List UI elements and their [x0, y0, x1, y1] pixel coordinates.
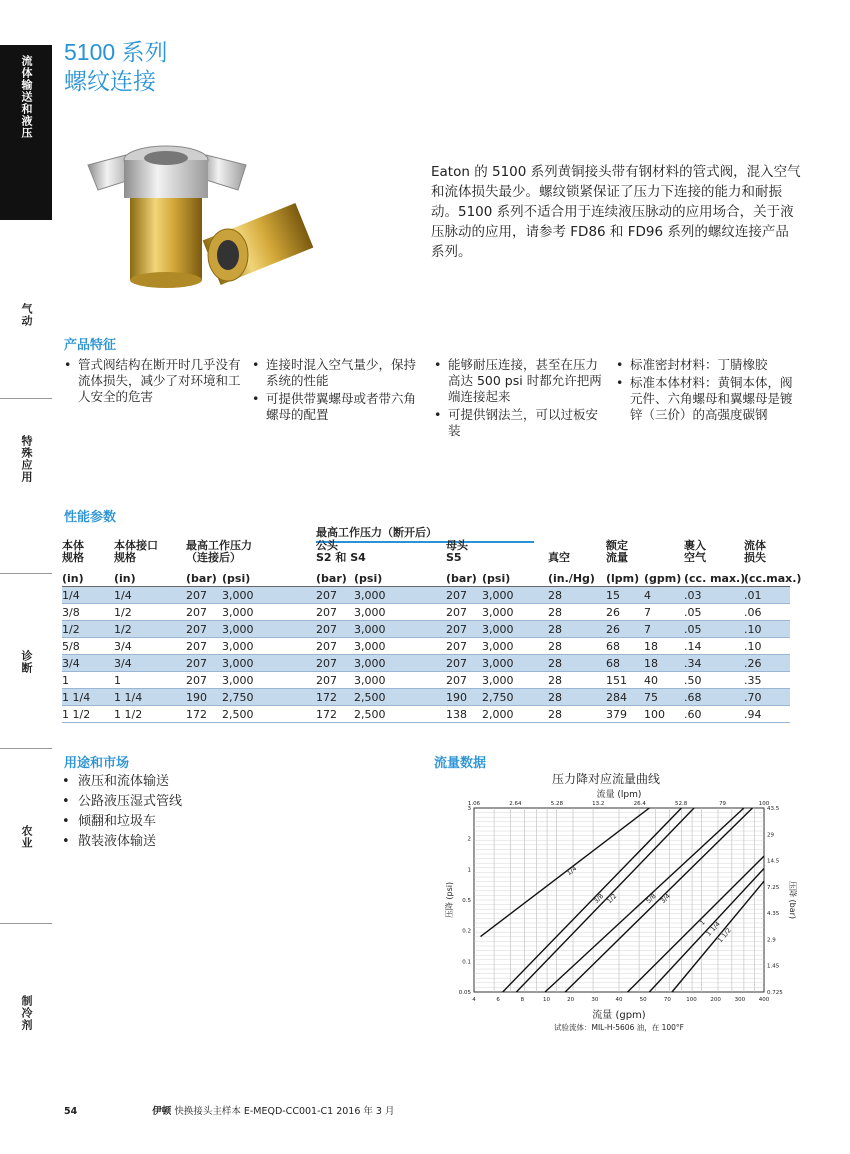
table-cell: 207 [446, 674, 467, 687]
table-cell: 28 [548, 708, 562, 721]
title-line2: 螺纹连接 [64, 68, 156, 94]
table-cell: 207 [316, 623, 337, 636]
intro-text: Eaton 的 5100 系列黄铜接头带有钢材料的管式阀，混入空气和流体损失最少。螺纹锁紧保证了压力下连接的能力和耐振动。5100 系列不适合用于连续液压脉动的应用场合，关于液压脉动的应用，请参考 FD86 和 FD96 系列的螺纹连接产品系列。 [431, 164, 801, 260]
footer-text: 快换接头主样本 E-MEQD-CC001-C1 2016 年 3 月 [174, 1106, 395, 1117]
x2-axis-label: 流量 (lpm) [596, 790, 642, 800]
table-cell: 18 [644, 657, 658, 670]
table-cell: 207 [186, 623, 207, 636]
table-cell: 172 [316, 708, 337, 721]
table-cell: 2,500 [354, 708, 386, 721]
table-cell: 3,000 [482, 640, 514, 653]
table-cell: .68 [684, 691, 702, 704]
side-tab-fluid[interactable] [0, 45, 52, 220]
flow-chart [440, 788, 800, 1038]
table-cell: 3,000 [354, 623, 386, 636]
feature-item: • 可提供钢法兰，可以过板安装 [434, 407, 604, 439]
side-divider [0, 398, 52, 399]
side-divider [0, 573, 52, 574]
table-cell: 68 [606, 640, 620, 653]
table-cell: 190 [186, 691, 207, 704]
table-cell: 28 [548, 674, 562, 687]
table-cell: 28 [548, 640, 562, 653]
series-label: 3/4 [658, 892, 672, 906]
table-cell: 7 [644, 623, 651, 636]
table-cell: 2,500 [354, 691, 386, 704]
table-cell: 4 [644, 589, 651, 602]
table-cell: 3,000 [482, 674, 514, 687]
table-cell: 3,000 [354, 657, 386, 670]
table-row [62, 672, 790, 689]
table-cell: 3,000 [222, 623, 254, 636]
side-tab-agri[interactable] [0, 815, 52, 915]
product-image [78, 120, 323, 290]
table-cell: .05 [684, 623, 702, 636]
table-cell: 207 [316, 674, 337, 687]
table-cell: 138 [446, 708, 467, 721]
list-item: • 公路液压湿式管线 [62, 792, 182, 812]
x2-tick-label: 2.64 [509, 801, 522, 807]
x-tick-label: 4 [472, 997, 476, 1003]
unit-cell: (bar) [186, 572, 217, 585]
series-label: 1/2 [605, 892, 619, 906]
unit-cell: (bar) [446, 572, 477, 585]
list-item: • 液压和流体输送 [62, 772, 182, 792]
table-cell: 28 [548, 623, 562, 636]
x-tick-label: 8 [520, 997, 525, 1003]
table-cell: 3,000 [482, 589, 514, 602]
y2-tick-label: 29 [767, 832, 774, 839]
side-tab-label: 诊断 [20, 650, 33, 674]
features-heading: 产品特征 [64, 338, 117, 353]
x-tick-label: 400 [758, 997, 770, 1003]
feature-item: • 标准本体材料：黄铜本体，阀元件、六角螺母和翼螺母是镀锌（三价）的高强度碳钢 [616, 375, 794, 423]
y2-axis-label: 压降 (bar) [788, 880, 797, 920]
table-cell: 207 [186, 657, 207, 670]
table-cell: 1/4 [114, 589, 132, 602]
table-cell: 207 [186, 674, 207, 687]
unit-cell: (psi) [482, 572, 511, 585]
table-cell: 2,750 [482, 691, 514, 704]
table-cell: 18 [644, 640, 658, 653]
series-label: 1 1/4 [704, 920, 722, 938]
chart-subtitle: 压力降对应流量曲线 [552, 772, 661, 786]
side-tab-refrigerant[interactable] [0, 985, 52, 1085]
unit-cell: (in./Hg) [548, 572, 595, 585]
series-label: 1/4 [565, 864, 579, 878]
table-cell: .35 [744, 674, 762, 687]
table-cell: .10 [744, 623, 762, 636]
series-label: 3/8 [592, 892, 606, 906]
table-cell: 26 [606, 623, 620, 636]
table-cell: 1 1/2 [62, 708, 91, 721]
table-cell: 207 [316, 606, 337, 619]
table-body [62, 587, 790, 723]
table-cell: 3,000 [354, 674, 386, 687]
table-cell: 3/4 [62, 657, 80, 670]
column-header: 最高工作压力 （连接后） [186, 539, 252, 564]
x-tick-label: 10 [543, 997, 550, 1003]
y2-tick-label: 1.45 [767, 963, 780, 970]
table-cell: 2,000 [482, 708, 514, 721]
table-cell: .94 [744, 708, 762, 721]
table-cell: .10 [744, 640, 762, 653]
table-cell: 172 [316, 691, 337, 704]
side-tab-diagnostic[interactable] [0, 640, 52, 740]
table-cell: 3,000 [222, 657, 254, 670]
table-row [62, 587, 790, 604]
table-cell: 75 [644, 691, 658, 704]
feature-item: • 连接时混入空气量少，保持系统的性能 [252, 357, 422, 389]
x-tick-label: 200 [710, 997, 721, 1003]
unit-cell: (in) [62, 572, 84, 585]
uses-heading: 用途和市场 [64, 756, 130, 771]
table-units [62, 570, 802, 587]
feature-item: • 可提供带翼螺母或者带六角螺母的配置 [252, 391, 422, 423]
x2-tick-label: 5.28 [550, 801, 563, 807]
feature-item: • 标准密封材料：丁腈橡胶 [616, 357, 794, 373]
table-cell: 1 [62, 674, 69, 687]
y2-tick-label: 14.5 [767, 858, 780, 865]
feature-item: • 管式阀结构在断开时几乎没有流体损失，减少了对环境和工人安全的危害 [64, 357, 244, 405]
side-tab-label: 流体输送和液压 [20, 55, 33, 139]
features-column-2 [252, 357, 422, 425]
y-tick-label: 0.1 [462, 959, 471, 966]
x-axis-label: 流量 (gpm) [592, 1010, 646, 1021]
y-tick-label: 1 [467, 867, 471, 874]
x-tick-label: 50 [639, 997, 647, 1003]
table-cell: 3,000 [354, 640, 386, 653]
table-cell: 379 [606, 708, 627, 721]
table-cell: .34 [684, 657, 702, 670]
table-cell: 207 [316, 589, 337, 602]
y2-tick-label: 4.35 [767, 911, 780, 918]
table-cell: 68 [606, 657, 620, 670]
table-cell: 7 [644, 606, 651, 619]
x-tick-label: 70 [663, 997, 671, 1003]
unit-cell: (cc.max.) [744, 572, 802, 585]
x2-tick-label: 52.8 [675, 801, 688, 807]
table-cell: 3,000 [354, 606, 386, 619]
x-tick-label: 20 [567, 997, 575, 1003]
page-title [64, 38, 168, 96]
footer [64, 1103, 395, 1117]
side-tab-label: 制冷剂 [20, 995, 33, 1031]
page-number: 54 [64, 1106, 78, 1117]
unit-cell: (gpm) [644, 572, 682, 585]
table-cell: 1/2 [114, 606, 132, 619]
table-cell: 1 1/4 [62, 691, 91, 704]
table-cell: .50 [684, 674, 702, 687]
y-axis-label: 压降 (psi) [445, 881, 454, 919]
table-cell: 3/8 [62, 606, 80, 619]
table-row [62, 604, 790, 621]
series-label: 1 1/2 [716, 926, 733, 945]
table-cell: 3/4 [114, 640, 132, 653]
table-cell: 1 [114, 674, 121, 687]
column-header: 公头 S2 和 S4 [316, 539, 366, 564]
table-row [62, 638, 790, 655]
table-cell: 15 [606, 589, 620, 602]
table-cell: 2,750 [222, 691, 254, 704]
features-column-3 [434, 357, 604, 441]
series-label: 5/8 [644, 892, 658, 906]
table-cell: 207 [186, 589, 207, 602]
column-header: 本体 规格 [62, 539, 84, 564]
table-cell: 151 [606, 674, 627, 687]
side-tab-special[interactable] [0, 425, 52, 565]
x2-tick-label: 1.06 [467, 801, 481, 807]
x-tick-label: 30 [591, 997, 599, 1003]
table-cell: 26 [606, 606, 620, 619]
x2-tick-label: 13.2 [592, 801, 605, 807]
table-cell: 5/8 [62, 640, 80, 653]
unit-cell: (lpm) [606, 572, 640, 585]
x2-tick-label: 100 [758, 801, 770, 807]
table-cell: .03 [684, 589, 702, 602]
table-cell: 28 [548, 606, 562, 619]
side-tab-label: 气动 [20, 303, 33, 327]
chart-note: 试验流体：MIL-H-5606 油，在 100°F [553, 1023, 685, 1032]
table-cell: 207 [186, 640, 207, 653]
table-cell: 40 [644, 674, 658, 687]
table-cell: 207 [446, 640, 467, 653]
table-cell: 207 [316, 640, 337, 653]
table-cell: 1 1/4 [114, 691, 143, 704]
column-header: 流体 损失 [744, 539, 766, 564]
unit-cell: (bar) [316, 572, 347, 585]
column-header: 本体接口 规格 [114, 539, 158, 564]
x2-tick-label: 26.4 [633, 801, 646, 807]
list-item: • 倾翻和垃圾车 [62, 812, 182, 832]
side-divider [0, 748, 52, 749]
y2-tick-label: 2.9 [767, 937, 776, 944]
table-row [62, 621, 790, 638]
x-tick-label: 300 [734, 997, 746, 1003]
table-cell: .14 [684, 640, 702, 653]
unit-cell: (psi) [222, 572, 251, 585]
table-cell: 284 [606, 691, 627, 704]
feature-item: • 能够耐压连接，甚至在压力高达 500 psi 时都允许把两端连接起来 [434, 357, 604, 405]
table-row [62, 689, 790, 706]
y2-tick-label: 0.725 [767, 990, 783, 996]
table-cell: 3/4 [114, 657, 132, 670]
table-cell: 3,000 [222, 674, 254, 687]
table-cell: .01 [744, 589, 762, 602]
column-header: 裹入 空气 [684, 539, 706, 564]
y-tick-label: 0.05 [458, 990, 471, 996]
table-cell: 3,000 [482, 657, 514, 670]
table-cell: 3,000 [482, 606, 514, 619]
table-cell: 190 [446, 691, 467, 704]
table-row [62, 655, 790, 672]
side-divider [0, 923, 52, 924]
side-tab-label: 特殊应用 [20, 435, 33, 483]
table-cell: .26 [744, 657, 762, 670]
column-header: 母头 S5 [446, 539, 468, 564]
table-row [62, 706, 790, 723]
table-cell: 172 [186, 708, 207, 721]
table-cell: 207 [446, 623, 467, 636]
side-tab-label: 农业 [20, 825, 33, 849]
y2-tick-label: 7.25 [767, 884, 780, 891]
y-tick-label: 3 [467, 806, 471, 812]
flow-heading: 流量数据 [434, 756, 487, 771]
title-line1: 5100 系列 [64, 39, 168, 65]
features-column-4 [616, 357, 794, 425]
features-column-1 [64, 357, 244, 407]
table-cell: 207 [446, 657, 467, 670]
table-cell: .05 [684, 606, 702, 619]
table-cell: 207 [446, 589, 467, 602]
table-cell: 207 [446, 606, 467, 619]
y-tick-label: 2 [467, 836, 471, 843]
side-tab-pneumatic[interactable] [0, 293, 52, 393]
series-label: 1 [698, 918, 707, 927]
table-cell: 1/2 [114, 623, 132, 636]
unit-cell: (cc. max.) [684, 572, 746, 585]
table-cell: 1/4 [62, 589, 80, 602]
table-cell: 3,000 [222, 606, 254, 619]
x-tick-label: 6 [496, 997, 500, 1003]
column-header: 额定 流量 [606, 539, 628, 564]
y-tick-label: 0.2 [462, 928, 471, 935]
column-header: 真空 [548, 551, 570, 564]
y2-tick-label: 43.5 [767, 806, 780, 812]
uses-list [62, 772, 182, 852]
x-tick-label: 40 [615, 997, 623, 1003]
table-cell: 28 [548, 691, 562, 704]
x-tick-label: 100 [686, 997, 697, 1003]
table-cell: 3,000 [222, 640, 254, 653]
table-cell: 100 [644, 708, 665, 721]
table-cell: .70 [744, 691, 762, 704]
table-cell: 2,500 [222, 708, 254, 721]
unit-cell: (psi) [354, 572, 383, 585]
table-cell: 28 [548, 657, 562, 670]
list-item: • 散装液体输送 [62, 832, 182, 852]
performance-heading: 性能参数 [64, 510, 117, 525]
table-cell: 207 [186, 606, 207, 619]
series-line-5 [628, 856, 764, 992]
table-cell: 3,000 [222, 589, 254, 602]
group-header: 最高工作压力（断开后） [316, 524, 534, 543]
table-cell: 207 [316, 657, 337, 670]
x2-tick-label: 79 [719, 801, 727, 807]
table-cell: 28 [548, 589, 562, 602]
unit-cell: (in) [114, 572, 136, 585]
y-tick-label: 0.5 [462, 898, 471, 904]
table-cell: 1/2 [62, 623, 80, 636]
table-cell: .06 [744, 606, 762, 619]
table-cell: .60 [684, 708, 702, 721]
footer-brand: 伊顿 [152, 1106, 172, 1117]
table-cell: 3,000 [354, 589, 386, 602]
table-cell: 1 1/2 [114, 708, 143, 721]
table-cell: 3,000 [482, 623, 514, 636]
